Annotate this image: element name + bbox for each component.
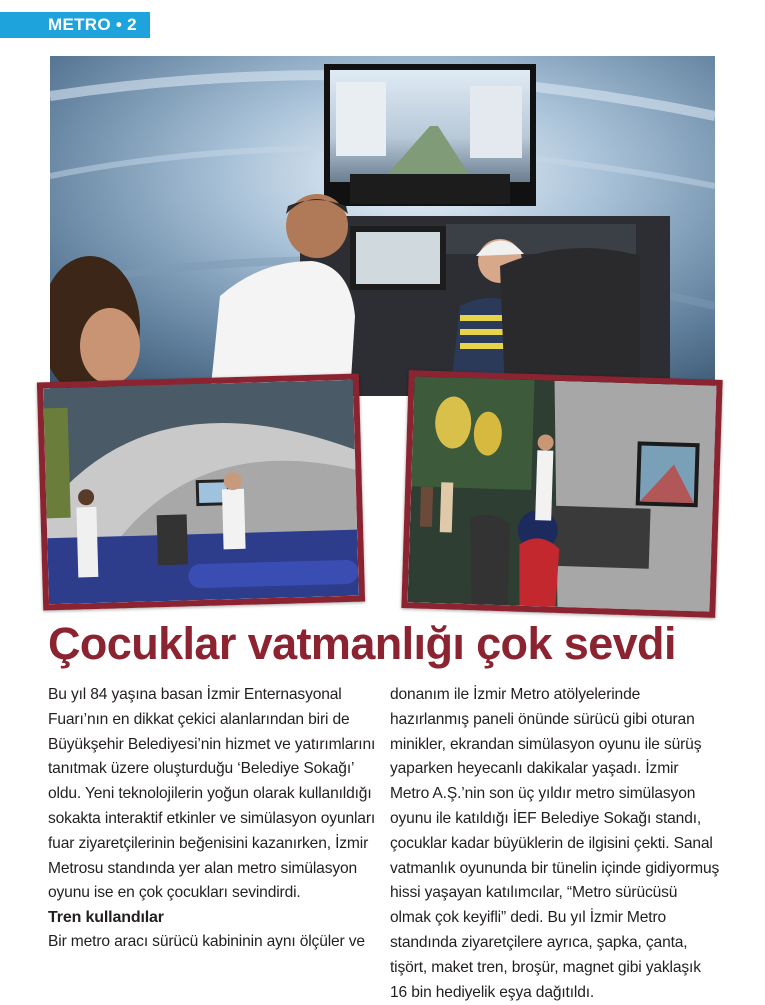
article-column-right xyxy=(390,683,720,1005)
article-column-left xyxy=(48,683,378,955)
article-body-right: donanım ile İzmir Metro atölyelerinde hazırlanmış paneli önünde sürücü gibi oturan minikler, ekrandan simülasyon oyunu ile sürüş yaparken heyecanlı dakikalar yaşadı. İzmir Metro A.Ş.’nin son üç yıldır metro simülasyon oyunu ile katıldığı İEF Belediye Sokağı standı, çocuklar kadar büyüklerin de ilgisini çekti. Sanal vatmanlık oyununda bir tünelin içinde gidiyormuş hissi yaşayan katılımcılar, “Metro sürücüsü olmak çok keyifli” dedi. Bu yıl İzmir Metro standında ziyaretçilere ayrıca, şapka, çanta, tişört, maket tren, broşür, magnet gibi yaklaşık 16 bin hediyelik eşya dağıtıldı. xyxy=(390,686,720,1001)
stand-photo-right xyxy=(401,370,722,618)
section-tab: METRO • 2 xyxy=(0,12,150,38)
article-subheading: Tren kullandılar xyxy=(48,909,164,927)
stand-photo-left xyxy=(37,374,365,611)
main-photo xyxy=(50,56,715,396)
article-body-left: Bir metro aracı sürücü kabininin aynı ölçüler ve xyxy=(48,933,365,951)
article-intro: Bu yıl 84 yaşına basan İzmir Enternasyonal Fuarı’nın en dikkat çekici alanlarından biri de Büyükşehir Belediyesi’nin hizmet ve yatırımlarını tanıtmak üzere oluşturduğu ‘Belediye Sokağı’ oldu. Yeni teknolojilerin yoğun olarak kullanıldığı sokakta interaktif etkinler ve simülasyon oyunları fuar ziyaretçilerinin beğenisini kazanırken, İzmir Metrosu standında yer alan metro simülasyon oyunu ise en çok çocukları sevindirdi. xyxy=(48,686,376,902)
headline: Çocuklar vatmanlığı çok sevdi xyxy=(48,618,676,669)
